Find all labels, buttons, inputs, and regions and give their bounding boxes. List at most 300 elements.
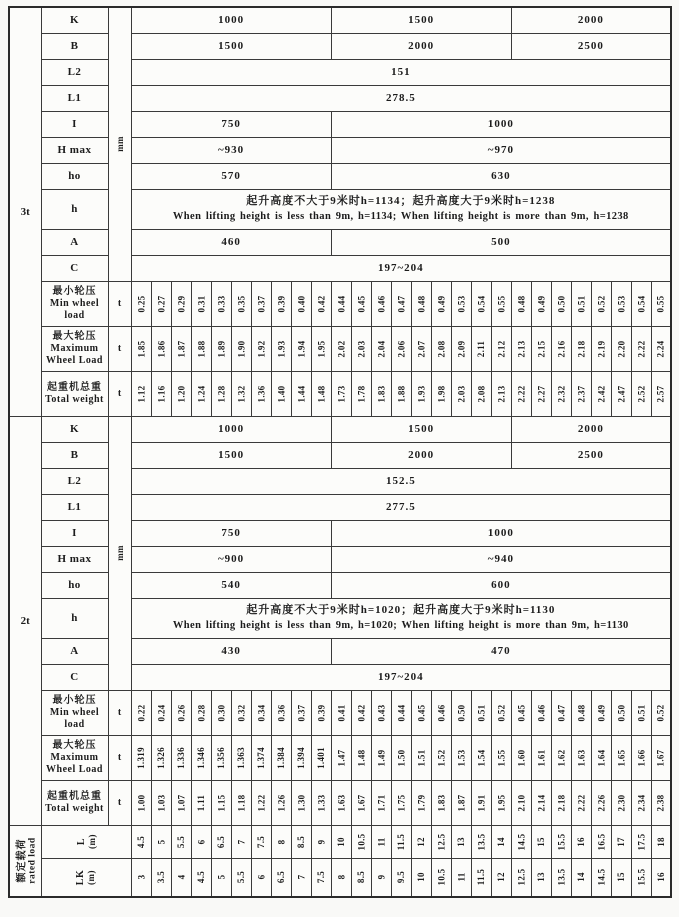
value: 0.24 — [155, 704, 166, 721]
value-cell-wrap — [532, 781, 551, 825]
span-row — [9, 825, 671, 858]
value-cell — [131, 371, 151, 416]
value: 0.36 — [275, 704, 286, 721]
row-label-h: h — [41, 598, 108, 638]
value-cell — [591, 326, 611, 371]
value-cell-wrap — [212, 826, 231, 858]
value-cell — [411, 326, 431, 371]
value-cell-wrap — [252, 372, 271, 416]
value-cell-wrap — [472, 691, 491, 735]
value: 1.93 — [416, 385, 427, 402]
value-cell — [571, 281, 591, 326]
value-cell — [191, 326, 211, 371]
value: 1.16 — [155, 385, 166, 402]
value-cell — [631, 858, 651, 896]
value-cell — [651, 825, 671, 858]
value: 1.55 — [496, 749, 507, 766]
value-cell — [371, 690, 391, 735]
value-cell — [551, 735, 571, 780]
value-cell — [611, 825, 631, 858]
value: 0.51 — [636, 704, 647, 721]
value-cell — [471, 825, 491, 858]
value-cell — [271, 371, 291, 416]
value-cell-wrap — [192, 282, 211, 326]
value-cell-wrap — [272, 781, 291, 825]
unit-t: t — [108, 735, 131, 780]
rated-load-en: rated load — [27, 837, 38, 884]
value-cell-wrap — [472, 781, 491, 825]
value-cell — [291, 780, 311, 825]
value-cell — [531, 281, 551, 326]
span-row-label-l — [41, 825, 131, 858]
span-unit-text: (m) — [86, 834, 97, 850]
value: 1.28 — [215, 385, 226, 402]
unit-mm — [108, 416, 131, 690]
value-cell — [171, 371, 191, 416]
wheel-label-zh: 最大轮压 — [52, 739, 97, 751]
dim-value-cell: 152.5 — [131, 468, 671, 494]
value-cell — [531, 735, 551, 780]
value-cell — [151, 326, 171, 371]
value-cell-wrap — [352, 859, 371, 895]
value-cell-wrap — [132, 372, 151, 416]
value: 1.18 — [235, 794, 246, 811]
value-cell — [271, 858, 291, 896]
value-cell — [531, 780, 551, 825]
value: 1.384 — [276, 746, 286, 769]
value-cell-wrap — [432, 781, 451, 825]
value-cell — [511, 690, 531, 735]
value-cell — [411, 780, 431, 825]
row-label-maximum-wheel-load — [41, 735, 108, 780]
value-cell — [251, 326, 271, 371]
value: 13.5 — [476, 833, 487, 851]
value-cell-wrap — [252, 282, 271, 326]
wheel-label-en: Min wheel load — [49, 707, 100, 730]
value-cell — [531, 690, 551, 735]
value-cell-wrap — [592, 691, 611, 735]
value-cell — [171, 326, 191, 371]
value: 0.30 — [215, 704, 226, 721]
dim-value-cell: 1500 — [331, 416, 511, 442]
value-cell-wrap — [132, 691, 151, 735]
value: 0.48 — [576, 704, 587, 721]
value: 0.51 — [576, 295, 587, 312]
value: 2.14 — [536, 794, 547, 811]
value-cell — [191, 281, 211, 326]
dim-value-cell: 2000 — [331, 33, 511, 59]
wheel-label-en: Min wheel load — [49, 298, 100, 321]
value: 10 — [416, 872, 427, 883]
h-note-en: When lifting height is less than 9m, h=1020; When lifting height is more than 9m, h=1130 — [172, 620, 629, 632]
dim-value-cell: 1000 — [131, 416, 331, 442]
value-cell-wrap — [452, 282, 471, 326]
value-cell-wrap — [392, 781, 411, 825]
value: 0.28 — [195, 704, 206, 721]
value: 1.95 — [496, 794, 507, 811]
value-cell-wrap — [392, 736, 411, 780]
value-cell-wrap — [372, 781, 391, 825]
value: 1.85 — [135, 340, 146, 357]
value: 2.32 — [556, 385, 567, 402]
value-cell — [371, 371, 391, 416]
value: 2.26 — [596, 794, 607, 811]
value-cell — [611, 371, 631, 416]
value-cell — [651, 858, 671, 896]
value-cell-wrap — [192, 327, 211, 371]
value: 0.52 — [496, 704, 507, 721]
value: 3.5 — [156, 871, 166, 884]
value-cell — [351, 371, 371, 416]
value-cell — [531, 858, 551, 896]
rated-load-label — [13, 837, 38, 883]
value-cell-wrap — [612, 781, 631, 825]
value-cell — [471, 326, 491, 371]
unit-t: t — [108, 690, 131, 735]
value-cell-wrap — [472, 826, 491, 858]
wheel-label-zh: 起重机总重 — [47, 790, 102, 802]
value: 5.5 — [176, 835, 186, 848]
value: 10.5 — [356, 833, 367, 851]
value: 0.49 — [536, 295, 547, 312]
value-cell-wrap — [192, 826, 211, 858]
value-cell — [471, 780, 491, 825]
value: 1.73 — [336, 385, 347, 402]
value-cell-wrap — [172, 781, 191, 825]
value-cell-wrap — [232, 372, 251, 416]
value-cell — [591, 690, 611, 735]
value: 1.66 — [636, 749, 647, 766]
value-cell — [631, 780, 651, 825]
value: 1.40 — [275, 385, 286, 402]
value-cell-wrap — [612, 282, 631, 326]
spec-row — [9, 780, 671, 825]
value-cell-wrap — [432, 826, 451, 858]
value-cell — [591, 281, 611, 326]
wheel-label-en: Total weight — [45, 394, 104, 405]
value-cell — [311, 326, 331, 371]
value-cell — [511, 780, 531, 825]
value-cell — [251, 281, 271, 326]
value: 15 — [616, 872, 627, 883]
value-cell-wrap — [452, 372, 471, 416]
value-cell-wrap — [152, 736, 171, 780]
value: 1.394 — [296, 746, 306, 769]
dim-value-cell: 1000 — [331, 111, 671, 137]
value: 2.18 — [576, 340, 587, 357]
value: 1.07 — [175, 794, 186, 811]
value: 1.83 — [376, 385, 387, 402]
value-cell — [491, 735, 511, 780]
value-cell-wrap — [612, 736, 631, 780]
value-cell-wrap — [432, 859, 451, 895]
value: 12 — [496, 872, 507, 883]
value: 1.88 — [195, 340, 206, 357]
value-cell-wrap — [492, 372, 511, 416]
value: 2.22 — [636, 340, 647, 357]
value-cell — [631, 326, 651, 371]
value-cell-wrap — [512, 781, 531, 825]
value: 1.65 — [616, 749, 627, 766]
wheel-label-zh: 最大轮压 — [52, 330, 97, 342]
value: 2.20 — [616, 340, 627, 357]
value-cell — [271, 780, 291, 825]
value: 0.47 — [556, 704, 567, 721]
value-cell — [491, 326, 511, 371]
value-cell-wrap — [292, 781, 311, 825]
value-cell-wrap — [252, 859, 271, 895]
value-cell — [131, 690, 151, 735]
value-cell — [451, 825, 471, 858]
value-cell-wrap — [492, 859, 511, 895]
value: 0.47 — [396, 295, 407, 312]
value: 1.92 — [255, 340, 266, 357]
value-cell — [191, 735, 211, 780]
value: 1.90 — [235, 340, 246, 357]
value-cell — [151, 735, 171, 780]
value-cell-wrap — [332, 781, 351, 825]
value: 0.50 — [556, 295, 567, 312]
value-cell-wrap — [532, 372, 551, 416]
spec-row — [9, 326, 671, 371]
value: 1.64 — [596, 749, 607, 766]
value-cell — [391, 858, 411, 896]
value-cell — [531, 371, 551, 416]
value-cell-wrap — [312, 859, 331, 895]
value: 1.22 — [255, 794, 266, 811]
row-label-min-wheel-load — [41, 281, 108, 326]
value-cell — [511, 825, 531, 858]
value: 2.18 — [556, 794, 567, 811]
dim-value-cell: 430 — [131, 638, 331, 664]
value-cell-wrap — [372, 826, 391, 858]
value-cell — [591, 858, 611, 896]
value: 2.07 — [416, 340, 427, 357]
value: 1.47 — [336, 749, 347, 766]
dim-value-cell: 630 — [331, 163, 671, 189]
value: 2.57 — [655, 385, 666, 402]
dim-value-cell: 197~204 — [131, 664, 671, 690]
value-cell-wrap — [152, 781, 171, 825]
value-cell — [311, 281, 331, 326]
value-cell — [231, 735, 251, 780]
value-cell — [431, 281, 451, 326]
value-cell-wrap — [632, 859, 651, 895]
value-cell — [431, 780, 451, 825]
value: 1.98 — [436, 385, 447, 402]
value: 0.52 — [655, 704, 666, 721]
spec-row — [9, 735, 671, 780]
value-cell-wrap — [552, 826, 571, 858]
value-cell — [131, 326, 151, 371]
unit-t: t — [108, 326, 131, 371]
value-cell — [491, 690, 511, 735]
value: 18 — [655, 836, 666, 847]
value-cell — [291, 690, 311, 735]
dim-value-cell: ~900 — [131, 546, 331, 572]
value: 12.5 — [436, 833, 447, 851]
value: 17 — [616, 836, 627, 847]
value-cell-wrap — [252, 736, 271, 780]
value: 2.03 — [356, 340, 367, 357]
value-cell-wrap — [292, 826, 311, 858]
value-cell-wrap — [312, 282, 331, 326]
value-cell-wrap — [472, 859, 491, 895]
value-cell — [211, 735, 231, 780]
value-cell-wrap — [192, 859, 211, 895]
value-cell-wrap — [652, 691, 671, 735]
value: 0.54 — [476, 295, 487, 312]
value-cell-wrap — [652, 781, 671, 825]
value-cell — [451, 858, 471, 896]
value-cell-wrap — [652, 736, 671, 780]
value-cell-wrap — [512, 826, 531, 858]
value: 2.08 — [476, 385, 487, 402]
value-cell — [571, 371, 591, 416]
value-cell — [171, 735, 191, 780]
value: 0.37 — [295, 704, 306, 721]
value-cell — [291, 735, 311, 780]
value-cell-wrap — [472, 282, 491, 326]
value: 1.71 — [376, 794, 387, 811]
value-cell-wrap — [172, 736, 191, 780]
value: 4.5 — [196, 871, 206, 884]
value-cell-wrap — [632, 372, 651, 416]
value-cell-wrap — [512, 859, 531, 895]
value-cell-wrap — [252, 781, 271, 825]
value-cell-wrap — [172, 372, 191, 416]
value-cell-wrap — [492, 736, 511, 780]
value-cell-wrap — [652, 282, 671, 326]
value-cell-wrap — [572, 327, 591, 371]
value: 0.49 — [596, 704, 607, 721]
value: 14 — [576, 872, 587, 883]
value-cell — [611, 858, 631, 896]
value-cell-wrap — [572, 736, 591, 780]
value-cell-wrap — [532, 691, 551, 735]
value: 2.03 — [456, 385, 467, 402]
value-cell-wrap — [612, 327, 631, 371]
h-note-en: When lifting height is less than 9m, h=1134; When lifting height is more than 9m, h=1238 — [172, 211, 629, 223]
value-cell — [551, 326, 571, 371]
value: 0.45 — [356, 295, 367, 312]
value-cell-wrap — [272, 372, 291, 416]
value: 2.19 — [596, 340, 607, 357]
row-label-total-weight — [41, 371, 108, 416]
span-row — [9, 858, 671, 896]
value-cell-wrap — [452, 736, 471, 780]
value-cell — [511, 858, 531, 896]
value-cell-wrap — [412, 826, 431, 858]
value-cell-wrap — [332, 826, 351, 858]
value: 1.87 — [175, 340, 186, 357]
value-cell — [131, 735, 151, 780]
value-cell — [391, 326, 411, 371]
value: 1.93 — [275, 340, 286, 357]
value-cell-wrap — [372, 282, 391, 326]
row-label-k: K — [41, 416, 108, 442]
value-cell — [371, 281, 391, 326]
dim-value-cell: 2000 — [331, 442, 511, 468]
load-label-2t: 2t — [9, 416, 41, 825]
value-cell — [511, 326, 531, 371]
value-cell — [391, 780, 411, 825]
value: 0.44 — [336, 295, 347, 312]
value-cell-wrap — [592, 826, 611, 858]
dim-value-cell: 570 — [131, 163, 331, 189]
value-cell — [391, 735, 411, 780]
value-cell — [351, 735, 371, 780]
value-cell-wrap — [232, 327, 251, 371]
value-cell — [571, 858, 591, 896]
row-label-c: C — [41, 255, 108, 281]
value-cell — [651, 735, 671, 780]
row-label-h-max: H max — [41, 137, 108, 163]
value: 1.401 — [316, 746, 327, 769]
value-cell-wrap — [652, 327, 671, 371]
value-cell — [651, 690, 671, 735]
value-cell — [311, 780, 331, 825]
value: 1.67 — [655, 749, 666, 766]
value-cell-wrap — [132, 826, 151, 858]
value-cell-wrap — [312, 826, 331, 858]
value-cell — [151, 780, 171, 825]
value: 1.20 — [175, 385, 186, 402]
value-cell — [451, 780, 471, 825]
value-cell-wrap — [592, 282, 611, 326]
value-cell — [211, 281, 231, 326]
value: 1.61 — [536, 749, 547, 766]
value-cell — [411, 371, 431, 416]
value-cell-wrap — [212, 781, 231, 825]
value-cell-wrap — [352, 781, 371, 825]
value-cell — [631, 825, 651, 858]
dim-value-cell: 278.5 — [131, 85, 671, 111]
value-cell — [331, 281, 351, 326]
value: 2.08 — [436, 340, 447, 357]
value-cell — [191, 825, 211, 858]
row-label-maximum-wheel-load — [41, 326, 108, 371]
value-cell — [151, 281, 171, 326]
value-cell — [371, 858, 391, 896]
value-cell-wrap — [532, 859, 551, 895]
row-label-a: A — [41, 638, 108, 664]
value: 0.25 — [135, 295, 146, 312]
value-cell-wrap — [572, 282, 591, 326]
value-cell — [291, 371, 311, 416]
h-note-cell — [131, 189, 671, 229]
value: 1.346 — [196, 746, 206, 769]
value-cell — [171, 825, 191, 858]
unit-mm-text: mm — [114, 135, 125, 152]
value-cell — [351, 825, 371, 858]
value-cell-wrap — [432, 372, 451, 416]
value-cell — [431, 371, 451, 416]
value: 1.03 — [155, 794, 166, 811]
value-cell — [271, 281, 291, 326]
value-cell-wrap — [532, 327, 551, 371]
value: 10.5 — [436, 868, 447, 886]
value: 2.09 — [456, 340, 467, 357]
row-label-i: I — [41, 520, 108, 546]
value: 0.41 — [336, 704, 347, 721]
value: 0.46 — [536, 704, 547, 721]
value: 14.5 — [596, 868, 607, 886]
value: 1.78 — [356, 385, 367, 402]
value-cell — [331, 825, 351, 858]
value-cell-wrap — [332, 282, 351, 326]
value-cell — [571, 735, 591, 780]
